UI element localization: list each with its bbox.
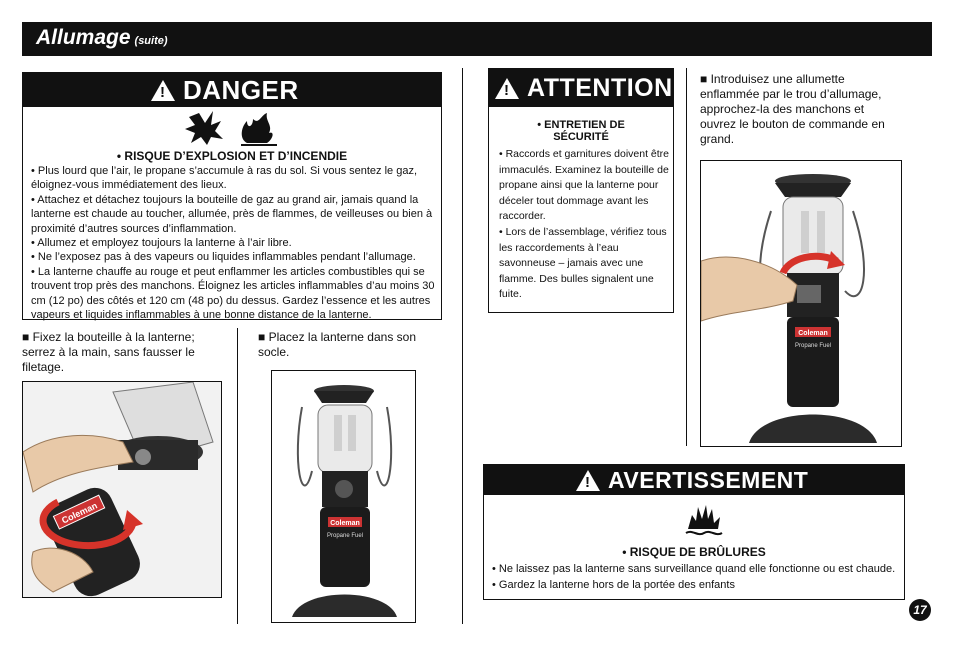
- attention-bullet: • Lors de l’assemblage, vérifiez tous les raccordements à l’eau savonneuse – jamais avec une flamme. Des bulles signalent une fuite.: [499, 225, 667, 301]
- danger-bullet: • Plus lourd que l’air, le propane s’accumule à ras du sol. Si vous sentez le gaz, éloignez-vous immédiatement des lieux.: [31, 165, 418, 192]
- section-subtitle: (suite): [134, 35, 168, 47]
- lantern-brand-label: Coleman: [798, 330, 828, 337]
- lantern-brand-label: Coleman: [330, 520, 360, 527]
- avertissement-box: [483, 464, 905, 600]
- avertissement-bullet: • Gardez la lanterne hors de la portée des enfants: [492, 579, 735, 591]
- avertissement-banner-text: AVERTISSEMENT: [608, 466, 809, 493]
- attention-box: [488, 68, 674, 313]
- warning-triangle-icon: !: [151, 80, 175, 101]
- warning-triangle-icon: !: [576, 470, 600, 491]
- attention-heading: • ENTRETIEN DE SÉCURITÉ: [537, 119, 625, 143]
- lantern-lighting-illustration: [701, 161, 902, 447]
- avertissement-bullets: [492, 561, 898, 593]
- danger-bullet: • Ne l’exposez pas à des vapeurs ou liquides inflammables pendant l’allumage.: [31, 251, 416, 264]
- warning-triangle-icon: !: [495, 78, 519, 99]
- section-header: [22, 22, 932, 56]
- section-title-text: Allumage: [36, 26, 131, 49]
- step-place-base: ■ Placez la lanterne dans son socle.: [258, 330, 417, 359]
- column-divider: [462, 68, 463, 624]
- danger-heading: • RISQUE D’EXPLOSION ET D’INCENDIE: [116, 149, 348, 163]
- photo-lighting: [700, 160, 902, 447]
- avertissement-banner: [484, 465, 904, 495]
- column-divider: [686, 68, 687, 446]
- lantern-fuel-label: Propane Fuel: [794, 343, 832, 349]
- lantern-cylinder-illustration: [23, 382, 222, 598]
- danger-banner: [23, 73, 441, 107]
- danger-bullet: • La lanterne chauffe au rouge et peut enflammer les articles combustibles qui se trouvent trop près des manchons. Éloignez les articles inflammables d’au moins 30 cm (12 po) des côtés et 120 cm (48 po) du dessus. Gardez l’essence et les autres vapeurs et liquides inflammables à une bonne distance de la lanterne.: [31, 265, 435, 322]
- danger-banner-text: DANGER: [183, 74, 299, 105]
- danger-bullet: • Allumez et employez toujours la lanterne à l’air libre.: [31, 237, 292, 250]
- danger-box: [22, 72, 442, 320]
- attention-banner-text: ATTENTION: [527, 73, 673, 102]
- section-title: [36, 26, 168, 50]
- explosion-fire-icon: [181, 109, 281, 147]
- lantern-illustration: [272, 371, 416, 623]
- attention-banner: [489, 69, 673, 107]
- step-attach-cylinder: ■ Fixez la bouteille à la lanterne; serrez à la main, sans fausser le filetage.: [22, 330, 195, 374]
- hot-surface-hand-icon: [682, 499, 726, 539]
- avertissement-bullet: • Ne laissez pas la lanterne sans surveillance quand elle fonctionne ou est chaude.: [492, 563, 896, 575]
- column-divider: [237, 328, 238, 624]
- danger-bullet: • Attachez et détachez toujours la bouteille de gaz au grand air, jamais quand la lanterne est chaude au toucher, allumée, près de flammes, de veilleuses ou bien à proximité d’autres sources d’inflammation.: [31, 193, 433, 235]
- avertissement-heading: • RISQUE DE BRÛLURES: [622, 545, 766, 559]
- photo-lantern-base: [271, 370, 416, 623]
- photo-attach-cylinder: [22, 381, 222, 598]
- attention-bullets: [499, 147, 669, 303]
- danger-bullets: [31, 164, 435, 322]
- attention-bullet: • Raccords et garnitures doivent être immaculés. Examinez la bouteille de propane ainsi que la lanterne pour déceler tout dommage avant les raccorder.: [499, 148, 670, 223]
- cylinder-brand-label: Coleman: [60, 500, 99, 526]
- page-number: 17: [909, 599, 931, 621]
- step-light-mantles: ■ Introduisez une allumette enflammée par le trou d’allumage, approchez-la des manchons et ouvrez le bouton de commande en grand.: [700, 72, 885, 146]
- lantern-fuel-label: Propane Fuel: [326, 533, 364, 539]
